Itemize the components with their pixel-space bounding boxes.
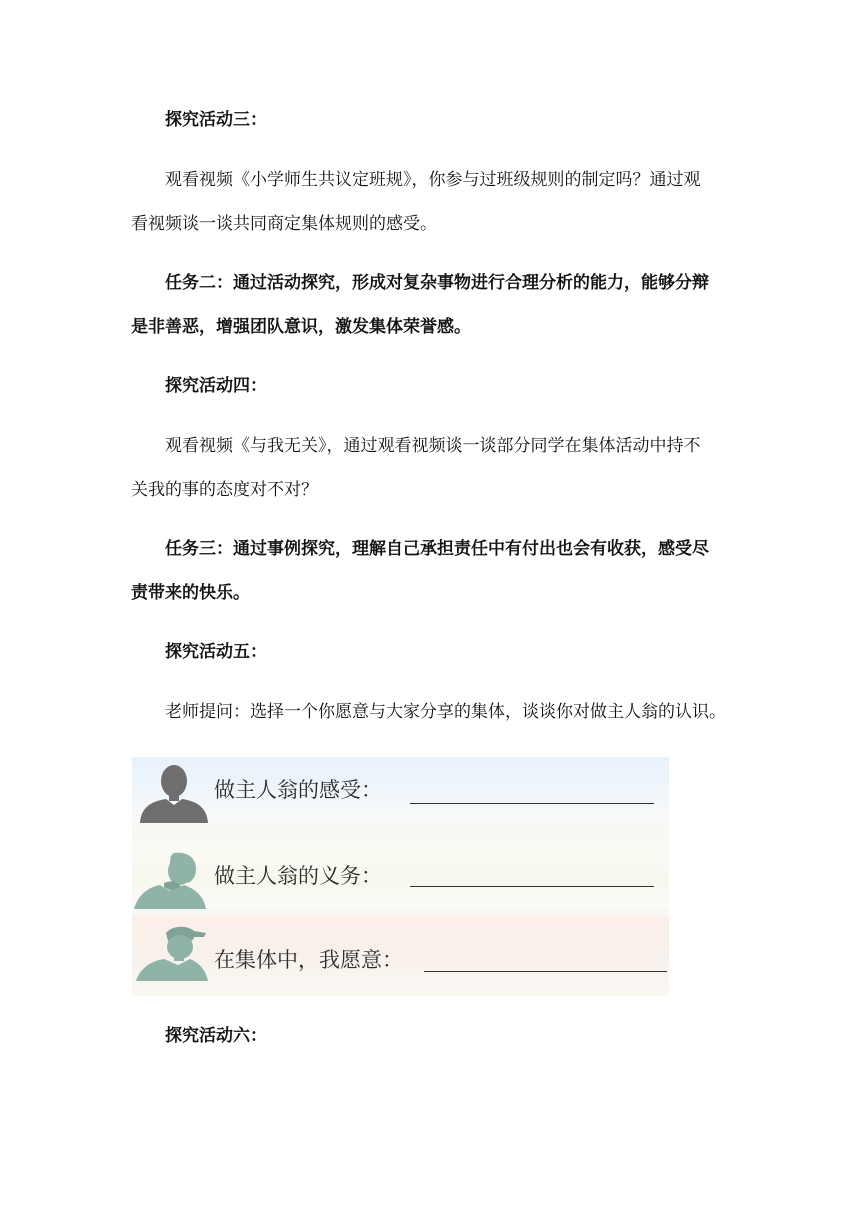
task3-line1: 任务三：通过事例探究，理解自己承担责任中有付出也会有收获，感受尽 [165,539,709,559]
task3-line2: 责带来的快乐。 [131,583,250,603]
activity3-body-line1: 观看视频《小学师生共议定班规》，你参与过班级规则的制定吗？通过观 [165,170,701,190]
worksheet-row-3-answer-line [424,971,667,972]
activity3-body-line2: 看视频谈一谈共同商定集体规则的感受。 [131,214,437,234]
thinking-person-silhouette-icon [134,849,210,909]
worksheet-row-2-label: 做主人翁的义务： [214,864,382,888]
activity4-heading: 探究活动四： [165,376,267,396]
worksheet-row-3-label: 在集体中，我愿意： [214,948,403,972]
activity4-body-line2: 关我的事的态度对不对？ [131,480,318,500]
activity4-body-line1: 观看视频《与我无关》，通过观看视频谈一谈部分同学在集体活动中持不 [165,436,701,456]
activity3-heading: 探究活动三： [165,110,267,130]
activity5-heading: 探究活动五： [165,642,267,662]
task2-line1: 任务二：通过活动探究，形成对复杂事物进行合理分析的能力，能够分辩 [165,273,709,293]
activity6-heading: 探究活动六： [165,1026,267,1046]
worksheet-figure [132,757,669,996]
person-silhouette-icon [138,761,210,823]
worksheet-row-1-background [132,757,669,825]
worksheet-row-1-label: 做主人翁的感受： [214,778,382,802]
cap-person-silhouette-icon [136,923,210,981]
worksheet-row-2-answer-line [410,886,654,887]
worksheet-row-1-answer-line [410,803,654,804]
task2-line2: 是非善恶，增强团队意识，激发集体荣誉感。 [131,317,471,337]
worksheet-row-2-background [132,839,669,909]
activity5-question: 老师提问：选择一个你愿意与大家分享的集体，谈谈你对做主人翁的认识。 [165,702,726,722]
